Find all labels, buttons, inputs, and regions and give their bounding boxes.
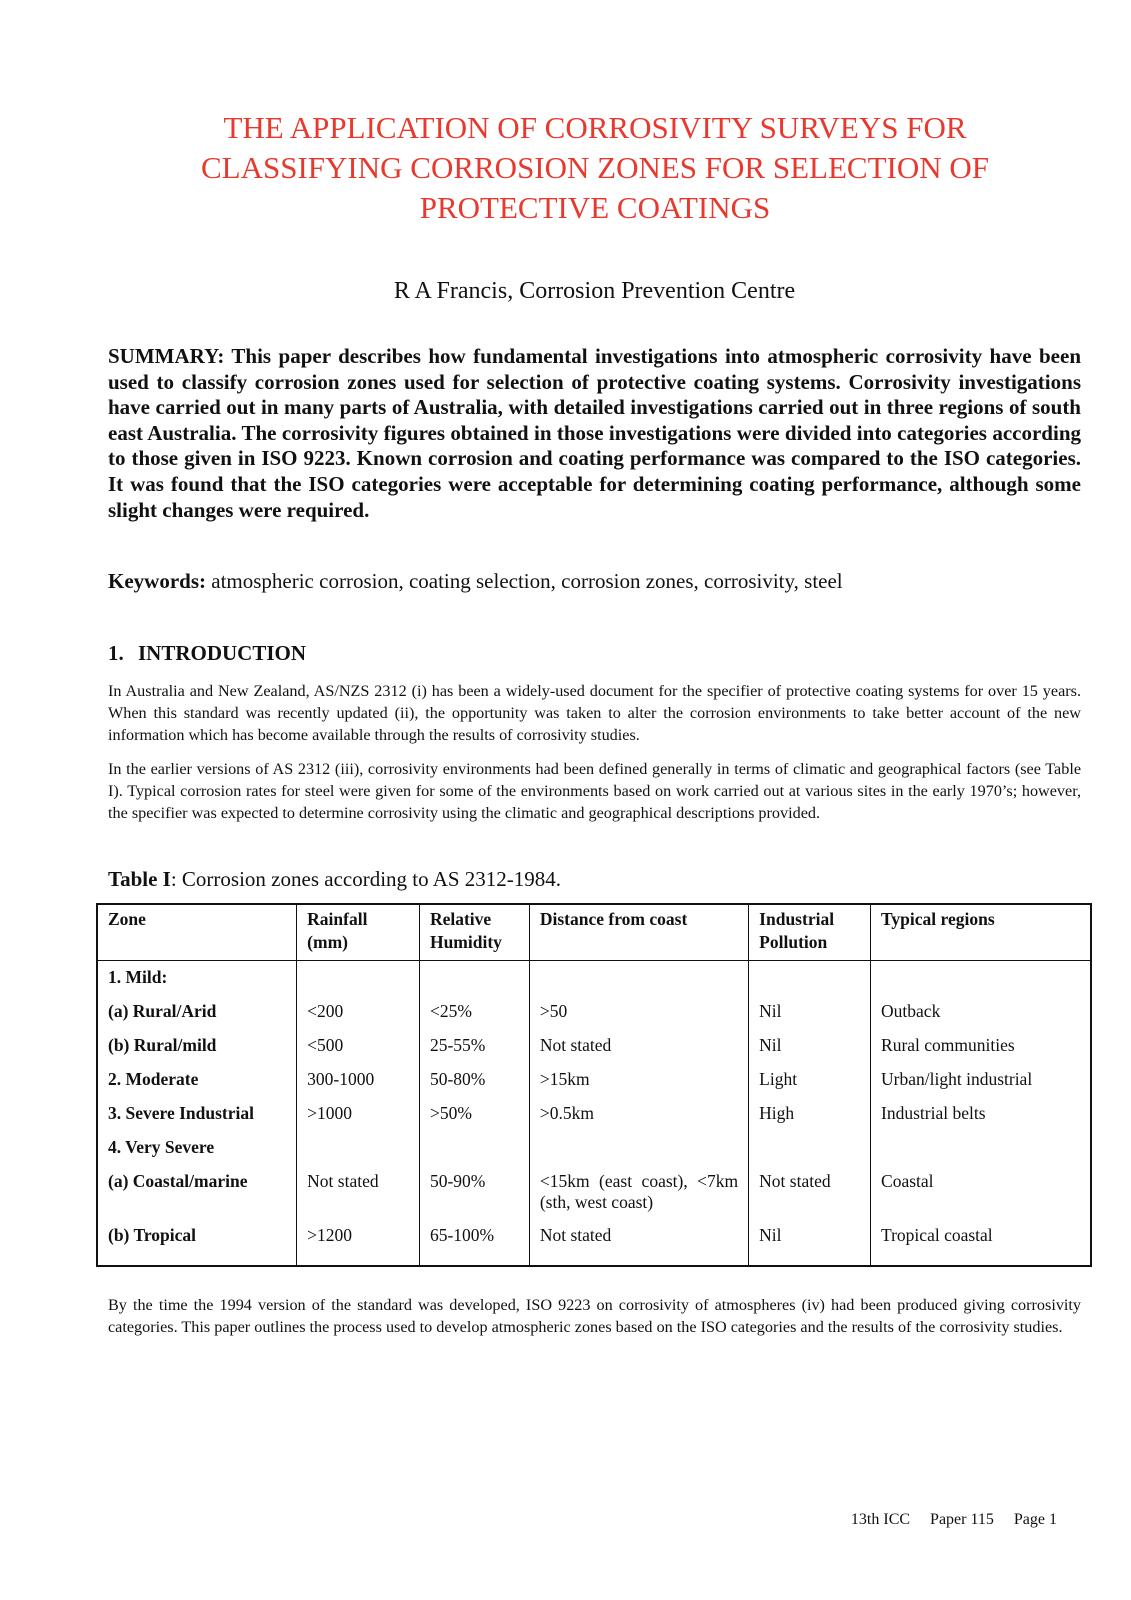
header-relative-humidity: Relative Humidity bbox=[419, 904, 529, 961]
cell-distance bbox=[529, 1137, 748, 1171]
cell-regions: Industrial belts bbox=[871, 1103, 1091, 1137]
cell-humidity: 25-55% bbox=[419, 1035, 529, 1069]
keywords-line bbox=[108, 568, 1081, 594]
cell-zone: (b) Tropical bbox=[97, 1225, 297, 1266]
cell-distance: <15km (east coast), <7km (sth, west coast) bbox=[529, 1171, 748, 1225]
keywords-label: Keywords: bbox=[108, 569, 206, 593]
cell-pollution: Nil bbox=[749, 1225, 871, 1266]
header-typical-regions: Typical regions bbox=[871, 904, 1091, 961]
header-zone: Zone bbox=[97, 904, 297, 961]
cell-regions bbox=[871, 961, 1091, 1002]
table-row bbox=[97, 1171, 1091, 1225]
cell-pollution: Light bbox=[749, 1069, 871, 1103]
cell-zone: 1. Mild: bbox=[97, 961, 297, 1002]
cell-pollution: Not stated bbox=[749, 1171, 871, 1225]
cell-pollution: High bbox=[749, 1103, 871, 1137]
table-row bbox=[97, 1001, 1091, 1035]
header-industrial-pollution: Industrial Pollution bbox=[749, 904, 871, 961]
cell-zone: 3. Severe Industrial bbox=[97, 1103, 297, 1137]
table-caption bbox=[108, 866, 561, 892]
cell-humidity: <25% bbox=[419, 1001, 529, 1035]
table-row bbox=[97, 961, 1091, 1002]
cell-humidity bbox=[419, 961, 529, 1002]
cell-regions: Urban/light industrial bbox=[871, 1069, 1091, 1103]
author-line: R A Francis, Corrosion Prevention Centre bbox=[393, 278, 796, 304]
cell-distance: >15km bbox=[529, 1069, 748, 1103]
cell-regions: Tropical coastal bbox=[871, 1225, 1091, 1266]
table-row bbox=[97, 1225, 1091, 1266]
cell-zone: (a) Coastal/marine bbox=[97, 1171, 297, 1225]
keywords-text: atmospheric corrosion, coating selection, corrosion zones, corrosivity, steel bbox=[206, 569, 843, 593]
cell-distance: Not stated bbox=[529, 1035, 748, 1069]
table-row bbox=[97, 1035, 1091, 1069]
title-line: THE APPLICATION OF CORROSIVITY SURVEYS FOR bbox=[223, 110, 967, 145]
intro-paragraph-3: By the time the 1994 version of the standard was developed, ISO 9223 on corrosivity of atmospheres (iv) had been produced giving corrosivity categories. This paper outlines the process used to develop atmospheric zones based on the ISO categories and the results of the corrosivity studies. bbox=[108, 1296, 1081, 1336]
title-line: PROTECTIVE COATINGS bbox=[419, 190, 771, 225]
title-line: CLASSIFYING CORROSION ZONES FOR SELECTION OF bbox=[200, 150, 989, 185]
cell-regions: Rural communities bbox=[871, 1035, 1091, 1069]
cell-zone: 2. Moderate bbox=[97, 1069, 297, 1103]
cell-pollution bbox=[749, 1137, 871, 1171]
cell-rainfall: 300-1000 bbox=[297, 1069, 420, 1103]
paper-title bbox=[140, 108, 1050, 228]
section-title: INTRODUCTION bbox=[138, 641, 307, 665]
cell-zone: (a) Rural/Arid bbox=[97, 1001, 297, 1035]
cell-pollution: Nil bbox=[749, 1035, 871, 1069]
intro-paragraph-2: In the earlier versions of AS 2312 (iii), corrosivity environments had been defined generally in terms of climatic and geographical factors (see Table I). Typical corrosion rates for steel were given for some of the environments based on work carried out at various sites in the early 1970’s; however, the specifier was expected to determine corrosivity using the climatic and geographical descriptions provided. bbox=[108, 760, 1081, 822]
table-caption-label: Table I bbox=[108, 867, 171, 891]
table-row bbox=[97, 1103, 1091, 1137]
intro-paragraph-1: In Australia and New Zealand, AS/NZS 2312 (i) has been a widely-used document for the specifier of protective coating systems for over 15 years. When this standard was recently updated (ii), the opportunity was taken to alter the corrosion environments to take better account of the new information which has become available through the results of corrosivity studies. bbox=[108, 682, 1081, 744]
table-row bbox=[97, 1137, 1091, 1171]
table-header-row bbox=[97, 904, 1091, 961]
cell-rainfall bbox=[297, 961, 420, 1002]
cell-humidity: 65-100% bbox=[419, 1225, 529, 1266]
cell-zone: 4. Very Severe bbox=[97, 1137, 297, 1171]
page-footer bbox=[851, 1510, 1057, 1530]
cell-distance: >50 bbox=[529, 1001, 748, 1035]
header-distance-from-coast: Distance from coast bbox=[529, 904, 748, 961]
cell-regions: Coastal bbox=[871, 1171, 1091, 1225]
table-caption-text: : Corrosion zones according to AS 2312-1984. bbox=[170, 867, 562, 891]
section-heading bbox=[108, 640, 306, 666]
cell-rainfall: Not stated bbox=[297, 1171, 420, 1225]
cell-rainfall: >1000 bbox=[297, 1103, 420, 1137]
corrosion-zones-table bbox=[96, 903, 1092, 1267]
section-number: 1. bbox=[108, 641, 124, 665]
footer-paper-number: Paper 115 bbox=[930, 1511, 994, 1528]
cell-pollution: Nil bbox=[749, 1001, 871, 1035]
cell-zone: (b) Rural/mild bbox=[97, 1035, 297, 1069]
cell-rainfall: <200 bbox=[297, 1001, 420, 1035]
cell-distance: Not stated bbox=[529, 1225, 748, 1266]
summary-paragraph: SUMMARY: This paper describes how fundamental investigations into atmospheric corrosivity have been used to classify corrosion zones used for selection of protective coating systems. Corrosivity investigations have carried out in many parts of Australia, with detailed investigations carried out in three regions of south east Australia. The corrosivity figures obtained in those investigations were divided into categories according to those given in ISO 9223. Known corrosion and coating performance was compared to the ISO categories. It was found that the ISO categories were acceptable for determining coating performance, although some slight changes were required. bbox=[108, 344, 1081, 522]
header-rainfall: Rainfall (mm) bbox=[297, 904, 420, 961]
cell-pollution bbox=[749, 961, 871, 1002]
footer-page-number: Page 1 bbox=[1013, 1511, 1057, 1528]
cell-rainfall: <500 bbox=[297, 1035, 420, 1069]
cell-regions bbox=[871, 1137, 1091, 1171]
cell-humidity: 50-90% bbox=[419, 1171, 529, 1225]
table-row bbox=[97, 1069, 1091, 1103]
cell-humidity: >50% bbox=[419, 1103, 529, 1137]
cell-humidity bbox=[419, 1137, 529, 1171]
cell-distance bbox=[529, 961, 748, 1002]
cell-distance: >0.5km bbox=[529, 1103, 748, 1137]
cell-rainfall bbox=[297, 1137, 420, 1171]
cell-humidity: 50-80% bbox=[419, 1069, 529, 1103]
footer-conference: 13th ICC bbox=[850, 1511, 911, 1528]
cell-rainfall: >1200 bbox=[297, 1225, 420, 1266]
cell-regions: Outback bbox=[871, 1001, 1091, 1035]
